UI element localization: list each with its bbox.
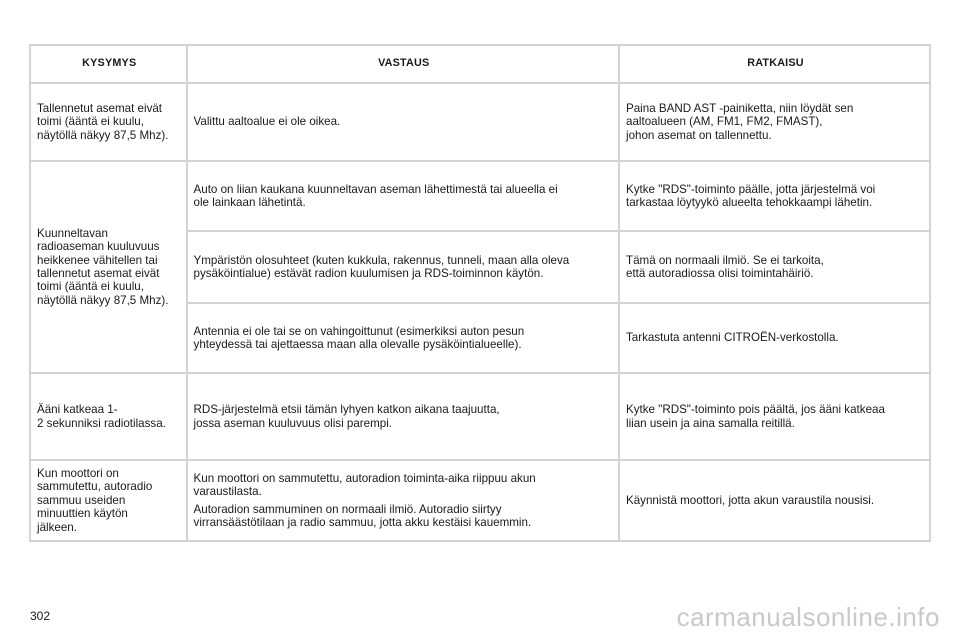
header-solution: RATKAISU [619,45,930,83]
question-cell: Ääni katkeaa 1- 2 sekunniksi radiotilassa. [30,373,187,460]
answer-cell: Antennia ei ole tai se on vahingoittunut (esimerkiksi auton pesun yhteydessä tai ajettaessa maan alla olevalle pysäköintialueelle). [187,303,619,373]
solution-cell: Kytke "RDS"-toiminto päälle, jotta järjestelmä voi tarkastaa löytyykö alueelta tehokkaampi lähetin. [619,161,930,231]
solution-cell: Käynnistä moottori, jotta akun varaustila nousisi. [619,460,930,541]
question-cell: Kun moottori on sammutettu, autoradio sammuu useiden minuuttien käytön jälkeen. [30,460,187,541]
table-row [30,373,930,460]
answer-cell [187,460,619,541]
answer-paragraph: Autoradion sammuminen on normaali ilmiö. Autoradio siirtyy virransäästötilaan ja radio sammuu, jotta akku kestäisi kauemmin. [193,502,532,529]
solution-cell: Tämä on normaali ilmiö. Se ei tarkoita, että autoradiossa olisi toimintahäiriö. [619,231,930,303]
solution-cell: Tarkastuta antenni CITROËN-verkostolla. [619,303,930,373]
page-number: 302 [30,609,51,623]
answer-cell: RDS-järjestelmä etsii tämän lyhyen katkon aikana taajuutta, jossa aseman kuuluvuus olisi parempi. [187,373,619,460]
table-row [30,460,930,541]
answer-cell: Ympäristön olosuhteet (kuten kukkula, rakennus, tunneli, maan alla oleva pysäköintialue) estävät radion kuulumisen ja RDS-toiminnon käytön. [187,231,619,303]
header-question: KYSYMYS [30,45,187,83]
header-answer: VASTAUS [187,45,619,83]
table-row [30,83,930,161]
answer-paragraph: Kun moottori on sammutettu, autoradion toiminta-aika riippuu akun varaustilasta. [193,471,536,499]
solution-cell: Paina BAND AST -painiketta, niin löydät sen aaltoalueen (AM, FM1, FM2, FMAST), johon asemat on tallennettu. [619,83,930,161]
table-row [30,161,930,231]
question-cell: Tallennetut asemat eivät toimi (ääntä ei kuulu, näytöllä näkyy 87,5 Mhz). [30,83,187,161]
solution-cell: Kytke "RDS"-toiminto pois päältä, jos ääni katkeaa liian usein ja aina samalla reitillä. [619,373,930,460]
watermark: carmanualsonline.info [676,602,940,632]
question-cell: Kuunneltavan radioaseman kuuluvuus heikkenee vähitellen tai tallennetut asemat eivät toimi (ääntä ei kuulu, näytöllä näkyy 87,5 Mhz). [30,161,187,373]
answer-cell: Valittu aaltoalue ei ole oikea. [187,83,619,161]
header-row [30,45,930,83]
faq-table [29,44,931,542]
answer-cell: Auto on liian kaukana kuunneltavan aseman lähettimestä tai alueella ei ole lainkaan lähetintä. [187,161,619,231]
